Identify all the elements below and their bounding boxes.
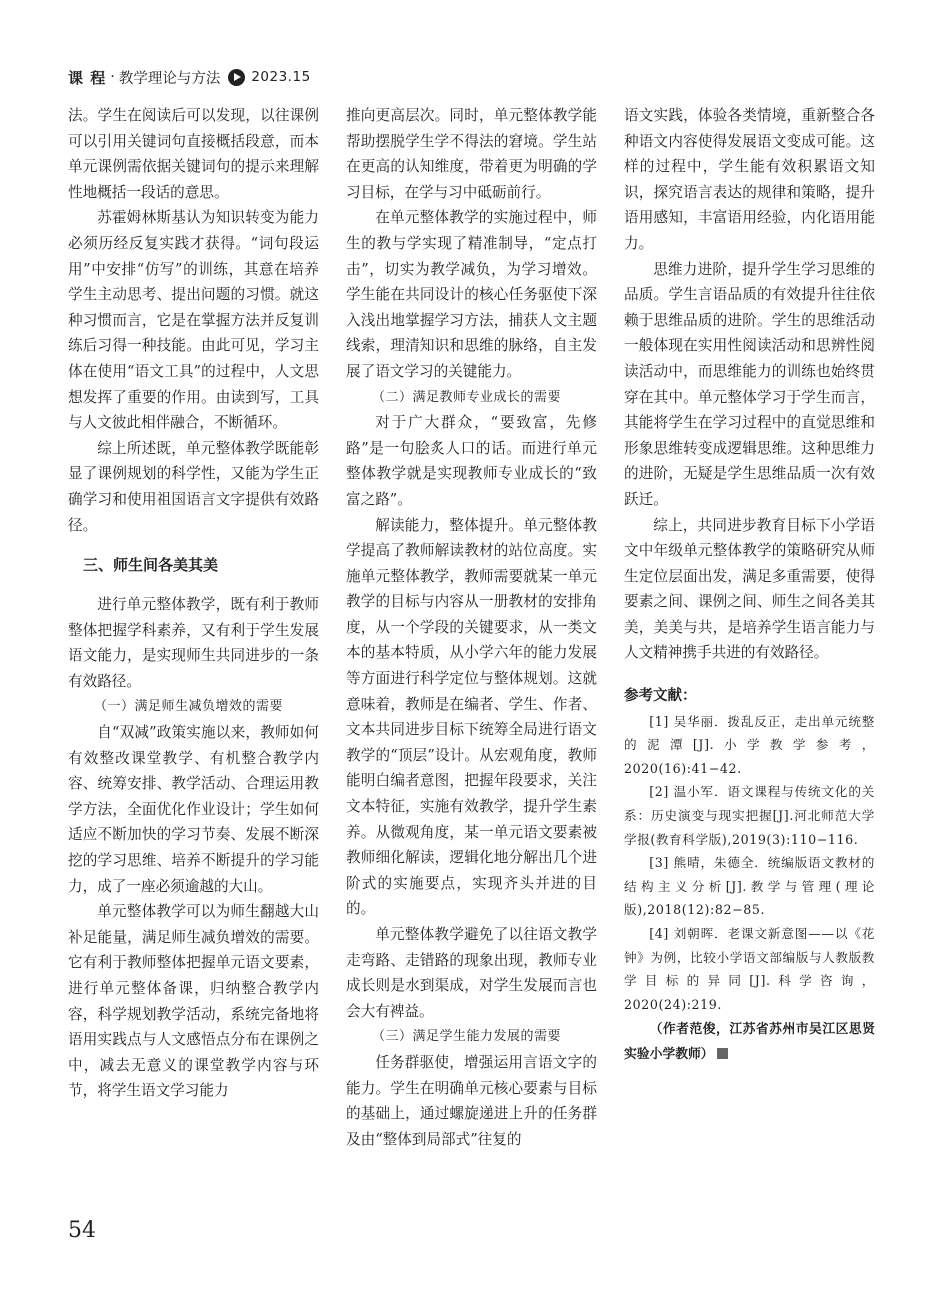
author-note (624, 1018, 875, 1067)
paragraph: 综上，共同进步教育目标下小学语文中年级单元整体教学的策略研究从师生定位层面出发，满足多重需要，使得要素之间、课例之间、师生之间各美其美，美美与共，是培养学生语言能力与人文精神携手共进的有效路径。 (624, 516, 875, 662)
paragraph: 语文实践，体验各类情境，重新整合各种语文内容使得发展语文变成可能。这样的过程中，学生能有效积累语文知识，探究语言表达的规律和策略，提升语用感知，丰富语用经验，内化语用能力。 (624, 107, 875, 252)
section-heading: 三、师生间各美其美 (83, 556, 219, 575)
subsection-heading: （二）满足教师专业成长的需要 (372, 389, 562, 405)
references-title: 参考文献： (624, 688, 697, 705)
column-name: 教学理论与方法 (118, 70, 221, 87)
end-mark-icon (717, 1048, 728, 1059)
paragraph: 苏霍姆林斯基认为知识转变为能力必须历经反复实践才获得。“词句段运用”中安排“仿写”的训练，其意在培养学生主动思考、提出问题的习惯。就这种习惯而言，它是在掌握方法并反复训练后习得一种技能。由此可见，学习主体在使用“语文工具”的过程中，人文思想发挥了重要的作用。由读到写，工具与人文彼此相伴融合，不断循环。 (68, 209, 319, 432)
subsection-heading: （三）满足学生能力发展的需要 (372, 1029, 562, 1045)
reference-item: [4] 刘朝晖．老课文新意图——以《花钟》为例，比较小学语文部编版与人教版教学目标的异同[J].科学咨询，2020(24):219. (624, 926, 875, 1012)
paragraph: 单元整体教学可以为师生翻越大山补足能量，满足师生减负增效的需要。它有利于教师整体把握单元语文要素，进行单元整体备课，归纳整合教学内容，科学规划教学活动，系统完备地将语用实践点与人文感悟点分布在课例之中，减去无意义的课堂教学内容与环节，将学生语文学习能力 (68, 903, 319, 1100)
page-number: 54 (68, 1218, 96, 1243)
paragraph: 进行单元整体教学，既有利于教师整体把握学科素养，又有利于学生发展语文能力，是实现师生共同进步的一条有效路径。 (68, 596, 319, 690)
paragraph: 任务群驱使，增强运用言语文字的能力。学生在明确单元核心要素与目标的基础上，通过螺旋递进上升的任务群及由“整体到局部式”往复的 (346, 1053, 597, 1148)
reference-item: [2] 温小军．语文课程与传统文化的关系：历史演变与现实把握[J].河北师范大学学报(教育科学版),2019(3):110−116. (624, 784, 875, 847)
column-left (68, 103, 319, 1104)
paragraph: 综上所述既，单元整体教学既能彰显了课例规划的科学性，又能为学生正确学习和使用祖国语言文字提供有效路径。 (68, 439, 319, 534)
paragraph: 法。学生在阅读后可以发现，以往课例可以引用关键词句直接概括段意，而本单元课例需依据关键词句的提示来理解性地概括一段话的意思。 (68, 107, 319, 201)
paragraph: 对于广大群众，“要致富，先修路”是一句脍炙人口的话。而进行单元整体教学就是实现教师专业成长的“致富之路”。 (346, 414, 597, 508)
subsection-heading: （一）满足师生减负增效的需要 (94, 699, 284, 715)
author-text: （作者范俊，江苏省苏州市吴江区思贤实验小学教师） (624, 1022, 875, 1062)
paragraph: 自“双减”政策实施以来，教师如何有效整改课堂教学、有机整合教学内容、统筹安排、教学活动、合理运用教学方法，全面优化作业设计；学生如何适应不断加快的学习节奏、发展不断深挖的学习思维、培养不断提升的学习能力，成了一座必须逾越的大山。 (68, 724, 319, 895)
reference-item: [1] 吴华丽．拨乱反正，走出单元统整的泥潭[J].小学教学参考，2020(16):41−42. (624, 713, 875, 776)
paragraph: 解读能力，整体提升。单元整体教学提高了教师解读教材的站位高度。实施单元整体教学，教师需要就某一单元教学的目标与内容从一册教材的安排角度，从一个学段的关键要求，从一类文本的基本特质，从小学六年的能力发展等方面进行科学定位与整体规划。这就意味着，教师是在编者、学生、作者、文本共同进步目标下统筹全局进行语文教学的“顶层”设计。从宏观角度，教师能明白编者意图，把握年段要求，关注文本特征，实施有效教学，提升学生素养。从微观角度，某一单元语文要素被教师细化解读，逻辑化地分解出几个进阶式的实施要点，实现齐头并进的目的。 (346, 516, 597, 918)
paragraph: 在单元整体教学的实施过程中，师生的教与学实现了精准制导，“定点打击”，切实为教学减负，为学习增效。学生能在共同设计的核心任务驱使下深入浅出地掌握学习方法，捕获人文主题线索，理清知识和思维的脉络，自主发展了语文学习的关键能力。 (346, 209, 597, 380)
column-middle (346, 103, 597, 1152)
reference-item: [3] 熊晴，朱德全．统编版语文教材的结构主义分析[J].教学与管理(理论版),2018(12):82−85. (624, 855, 875, 918)
paragraph: 思维力进阶，提升学生学习思维的品质。学生言语品质的有效提升往往依赖于思维品质的进阶。学生的思维活动一般体现在实用性阅读活动和思辨性阅读活动中，而思维能力的训练也始终贯穿在其中。单元整体学习于学生而言，其能将学生在学习过程中的直觉思维和形象思维转变成逻辑思维。这种思维力的进阶，无疑是学生思维品质一次有效跃迁。 (624, 260, 875, 508)
issue-number: 2023.15 (251, 69, 311, 85)
header-separator: · (110, 69, 115, 85)
column-right (624, 103, 875, 1068)
paragraph: 单元整体教学避免了以往语文教学走弯路、走错路的现象出现，教师专业成长则是水到渠成，对学生发展而言也会大有裨益。 (346, 926, 597, 1020)
paragraph: 推向更高层次。同时，单元整体教学能帮助摆脱学生学不得法的窘境。学生站在更高的认知维度，带着更为明确的学习目标，在学与习中砥砺前行。 (346, 107, 597, 201)
running-header (68, 64, 311, 90)
journal-name: 课 程 (68, 68, 107, 87)
play-icon (228, 69, 245, 86)
